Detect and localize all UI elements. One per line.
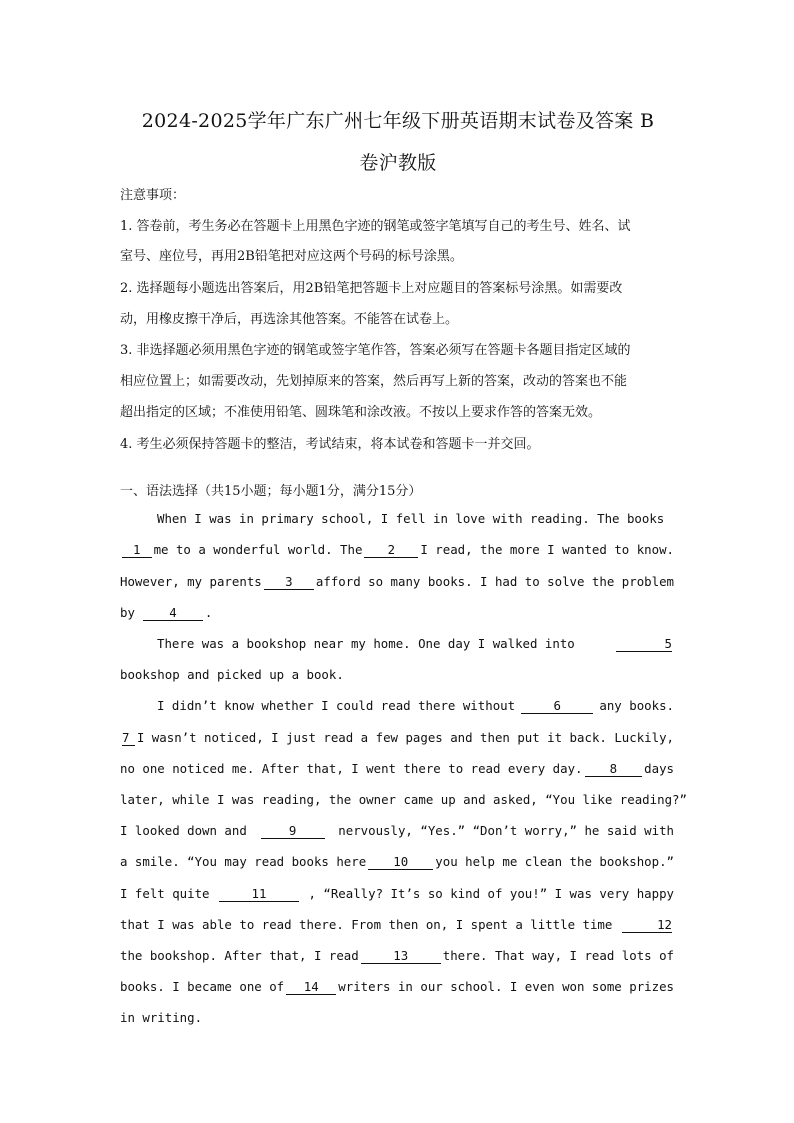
passage-line: bookshop and picked up a book. — [120, 667, 344, 682]
notice-item-3-cont-1: 相应位置上；如需要改动，先划掉原来的答案，然后再写上新的答案，改动的答案也不能 — [120, 374, 628, 389]
passage-line: the bookshop. After that, I read 13 there. That way, I read lots of — [120, 948, 674, 963]
blank-10[interactable]: 10 — [368, 854, 433, 870]
passage-line: in writing. — [120, 1010, 203, 1025]
passage-line: a smile. “You may read books here 10 you help me clean the bookshop.” — [120, 854, 674, 869]
blank-7[interactable]: 7 — [122, 730, 135, 746]
notice-item-1: 1. 答卷前，考生务必在答题卡上用黑色字迹的钢笔或签字笔填写自己的考生号、姓名、试 — [120, 219, 631, 234]
notice-item-3-cont-2: 超出指定的区域；不准使用铅笔、圆珠笔和涂改液。不按以上要求作答的答案无效。 — [120, 405, 602, 420]
notice-item-4: 4. 考生必须保持答题卡的整洁，考试结束，将本试卷和答题卡一并交回。 — [120, 437, 540, 452]
notice-item-2-cont: 动，用橡皮擦干净后，再选涂其他答案。不能答在试卷上。 — [120, 312, 459, 327]
passage-line: that I was able to read there. From then on, I spent a little time 12 — [120, 917, 672, 932]
notice-item-1-cont: 室号、座位号，再用2B铅笔把对应这两个号码的标号涂黑。 — [120, 249, 463, 264]
passage-line: books. I became one of 14 writers in our school. I even won some prizes — [120, 979, 674, 994]
blank-14[interactable]: 14 — [286, 979, 336, 995]
blank-5[interactable]: 5 — [616, 636, 672, 652]
passage-line: When I was in primary school, I fell in love with reading. The books — [157, 511, 665, 526]
notice-item-3: 3. 非选择题必须用黑色字迹的钢笔或签字笔作答，答案必须写在答题卡各题目指定区域的 — [120, 343, 631, 358]
blank-8[interactable]: 8 — [585, 761, 643, 777]
passage-line: 1 me to a wonderful world. The 2 I read, the more I wanted to know. — [120, 539, 674, 561]
exam-title — [118, 100, 678, 184]
title-line-2: 卷沪教版 — [359, 152, 437, 174]
blank-13[interactable]: 13 — [361, 948, 441, 964]
blank-9[interactable]: 9 — [261, 823, 325, 839]
blank-1[interactable]: 1 — [122, 542, 152, 558]
passage-line: 7 I wasn’t noticed, I just read a few pages and then put it back. Luckily, — [122, 730, 674, 745]
blank-11[interactable]: 11 — [219, 886, 299, 902]
passage-line: I looked down and 9 nervously, “Yes.” “Don’t worry,” he said with — [120, 823, 674, 838]
title-line-1: 2024-2025学年广东广州七年级下册英语期末试卷及答案 B — [141, 110, 655, 132]
blank-12[interactable]: 12 — [622, 917, 672, 933]
passage-line: no one noticed me. After that, I went there to read every day. 8 days — [120, 761, 674, 776]
notice-heading: 注意事项： — [120, 188, 186, 203]
blank-2[interactable]: 2 — [364, 542, 418, 558]
passage-line: I didn’t know whether I could read there without 6 any books. — [157, 698, 674, 713]
blank-6[interactable]: 6 — [521, 698, 593, 714]
passage-line: However, my parents 3 afford so many books. I had to solve the problem — [120, 574, 674, 589]
passage-line: later, while I was reading, the owner came up and asked, “You like reading?” — [120, 792, 687, 807]
passage-line: by 4 . — [120, 605, 213, 620]
blank-4[interactable]: 4 — [143, 605, 203, 621]
passage-line: There was a bookshop near my home. One day I walked into 5 — [157, 636, 672, 651]
section-heading: 一、语法选择（共15小题；每小题1分，满分15分） — [120, 484, 422, 499]
blank-3[interactable]: 3 — [264, 574, 314, 590]
passage-line: I felt quite 11 , “Really? It’s so kind of you!” I was very happy — [120, 886, 674, 901]
notice-item-2: 2. 选择题每小题选出答案后，用2B铅笔把答题卡上对应题目的答案标号涂黑。如需要改 — [120, 281, 623, 296]
